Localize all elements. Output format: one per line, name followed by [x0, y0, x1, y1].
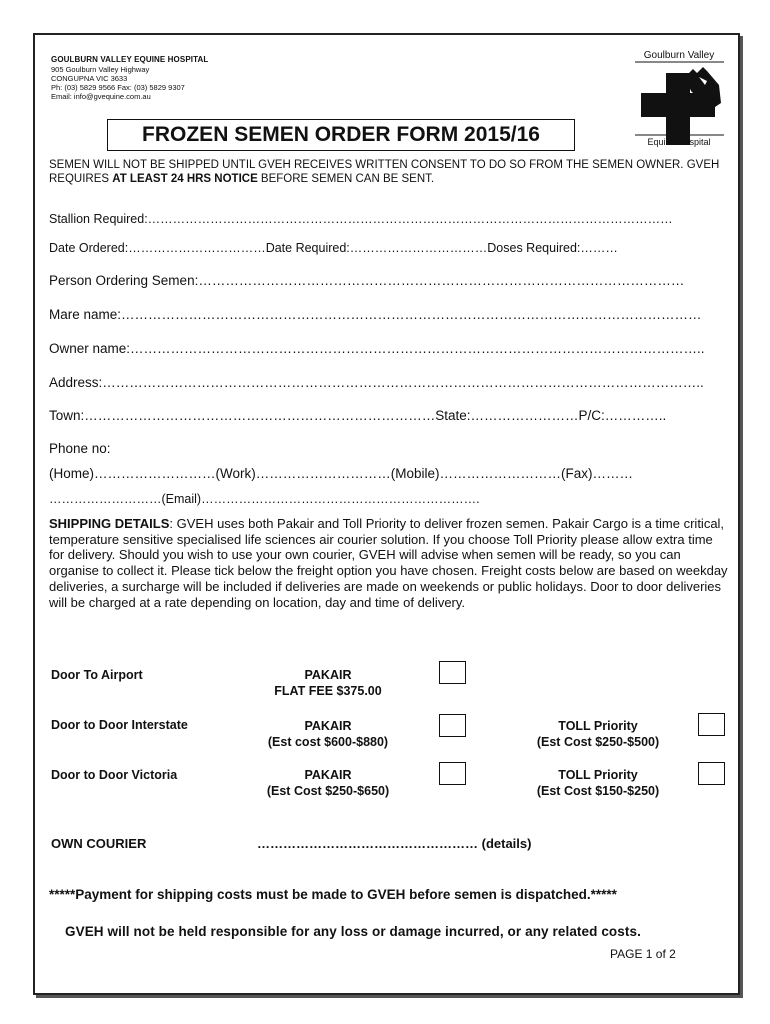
phone-numbers-field[interactable]: (Home)………………………(Work)…………………………(Mobile)………………………(Fax)………	[49, 466, 634, 481]
option-3-toll-checkbox[interactable]	[698, 762, 725, 785]
logo-bottom-text: Equine Hospital	[647, 137, 711, 147]
own-courier-details-field[interactable]: …………………………………………… (details)	[257, 836, 532, 851]
form-page	[33, 33, 740, 995]
option-victoria-label: Door to Door Victoria	[51, 768, 178, 782]
option-3-toll: TOLL Priority (Est Cost $150-$250)	[536, 768, 660, 798]
page-number: PAGE 1 of 2	[610, 947, 676, 961]
option-door-to-airport-label: Door To Airport	[51, 668, 143, 682]
phone-label: Phone no:	[49, 441, 111, 456]
option-2-pakair: PAKAIR (Est cost $600-$880)	[267, 719, 389, 749]
phone-fax: Ph: (03) 5829 9566 Fax: (03) 5829 9307	[51, 83, 185, 92]
logo-top-text: Goulburn Valley	[643, 50, 715, 61]
stallion-field[interactable]: Stallion Required:………………………………………………………………………………………………………………	[49, 212, 673, 226]
owner-name-field[interactable]: Owner name:………………………………………………………………………………………………………………..	[49, 341, 705, 356]
dates-field[interactable]: Date Ordered:……………………………Date Required:……………………………Doses Required:………	[49, 241, 618, 255]
hospital-logo	[633, 47, 726, 147]
option-2-toll-checkbox[interactable]	[698, 713, 725, 736]
town-state-pc-field[interactable]: Town:……………………………………………………………………State:……………………P/C:…………..	[49, 408, 667, 423]
person-ordering-field[interactable]: Person Ordering Semen:………………………………………………………………………………………………	[49, 273, 685, 288]
option-1-pakair-checkbox[interactable]	[439, 661, 466, 684]
option-3-pakair: PAKAIR (Est Cost $250-$650)	[266, 768, 390, 798]
option-2-toll: TOLL Priority (Est Cost $250-$500)	[536, 719, 660, 749]
responsibility-notice: GVEH will not be held responsible for any loss or damage incurred, or any related costs.	[65, 924, 641, 939]
address-field[interactable]: Address:……………………………………………………………………………………………………………………..	[49, 375, 704, 390]
address-line-2: CONGUPNA VIC 3633	[51, 74, 128, 83]
option-2-pakair-checkbox[interactable]	[439, 714, 466, 737]
shipping-details	[49, 516, 731, 610]
mare-name-field[interactable]: Mare name:…………………………………………………………………………………………………………………	[49, 307, 702, 322]
option-3-pakair-checkbox[interactable]	[439, 762, 466, 785]
email-address: Email: info@gvequine.com.au	[51, 92, 151, 101]
email-field[interactable]: ………………………(Email)………………………………………………………….	[49, 492, 480, 506]
option-1-carrier: PAKAIR FLAT FEE $375.00	[274, 668, 382, 698]
hospital-name: GOULBURN VALLEY EQUINE HOSPITAL	[51, 55, 209, 64]
own-courier-label: OWN COURIER	[51, 836, 147, 851]
payment-notice: *****Payment for shipping costs must be made to GVEH before semen is dispatched.*****	[49, 887, 617, 902]
shipping-notice: SEMEN WILL NOT BE SHIPPED UNTIL GVEH RECEIVES WRITTEN CONSENT TO DO SO FROM THE SEMEN OWNER. GVEH REQUIRES AT LEAST 24 HRS NOTICE BEFORE SEMEN CAN BE SENT.	[49, 159, 720, 185]
option-interstate-label: Door to Door Interstate	[51, 718, 188, 732]
shipping-heading: SHIPPING DETAILS	[49, 516, 170, 531]
shipping-text: : GVEH uses both Pakair and Toll Priority to deliver frozen semen. Pakair Cargo is a time critical, temperature sensitive specialised life sciences air courier solution. If you choose Toll Priority please allow extra time for delivery. Should you wish to use your own courier, GVEH will advise when semen will be ready, so you can organise to collect it. Please tick below the freight option you have chosen. Freight costs below are based on weekday deliveries, a surcharge will be included if deliveries are made on weekends or public holidays. Door to door deliveries will be charged at a rate depending on location, day and time of delivery.	[49, 516, 728, 610]
form-title: FROZEN SEMEN ORDER FORM 2015/16	[107, 119, 575, 151]
address-line-1: 905 Goulburn Valley Highway	[51, 65, 150, 74]
